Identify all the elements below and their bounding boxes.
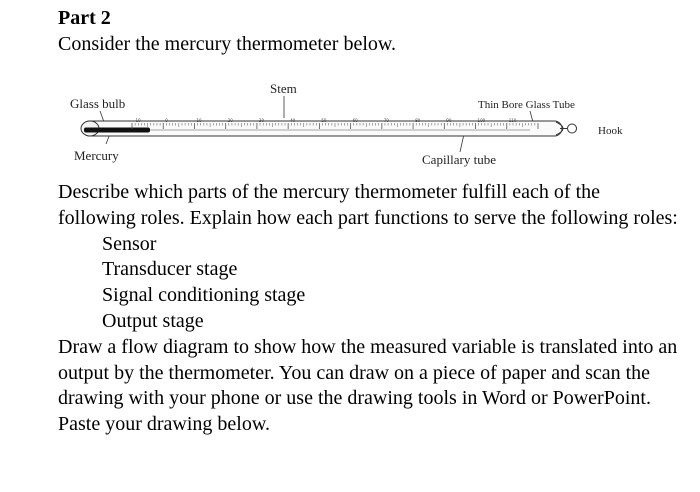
capillary-tube-label: Capillary tube: [422, 152, 497, 167]
thin-bore-tube-label: Thin Bore Glass Tube: [478, 99, 575, 111]
mercury-label: Mercury: [74, 148, 119, 163]
scale-number: 10: [196, 118, 202, 123]
intro-sentence: Consider the mercury thermometer below.: [58, 33, 397, 55]
role-item: Transducer stage: [102, 258, 238, 281]
stem-label: Stem: [270, 81, 297, 96]
scale-number: 80: [415, 118, 421, 123]
question-text: Describe which parts of the mercury thermometer fulfill each of the following roles. Explain how each part functions to serve the following roles:: [58, 181, 678, 229]
role-item: Output stage: [102, 309, 204, 332]
capillary-leader: [460, 134, 464, 152]
scale-number: 110: [508, 118, 517, 123]
thermometer-figure: [60, 78, 640, 176]
role-item: Sensor: [102, 232, 157, 255]
part-heading: Part 2: [58, 7, 111, 29]
scale-number: 30: [258, 118, 265, 123]
scale-number: 100: [477, 118, 486, 123]
scale-number: 60: [352, 118, 358, 123]
scale-number: 90: [446, 118, 452, 123]
glass-bulb-label: Glass bulb: [70, 96, 126, 111]
question-body: [58, 180, 678, 438]
scale-number: 0: [165, 118, 168, 123]
scale-number: 20: [227, 118, 233, 123]
scale-number: 70: [383, 118, 389, 123]
scale-number: 40: [290, 118, 296, 123]
role-item: Signal conditioning stage: [102, 284, 306, 307]
glass-bulb-leader: [100, 111, 104, 122]
roles-list: [58, 232, 678, 335]
hanging-hook-ring: [568, 124, 577, 133]
scale-number: 50: [321, 118, 327, 123]
scale-number: -10: [134, 118, 141, 123]
mercury-column: [84, 128, 150, 133]
hook-label: Hook: [598, 125, 623, 137]
instructions-text: Draw a flow diagram to show how the measured variable is translated into an output by the thermometer. You can draw on a piece of paper and scan the drawing with your phone or use the drawing tools in Word or PowerPoint. Paste your drawing below.: [58, 335, 678, 436]
